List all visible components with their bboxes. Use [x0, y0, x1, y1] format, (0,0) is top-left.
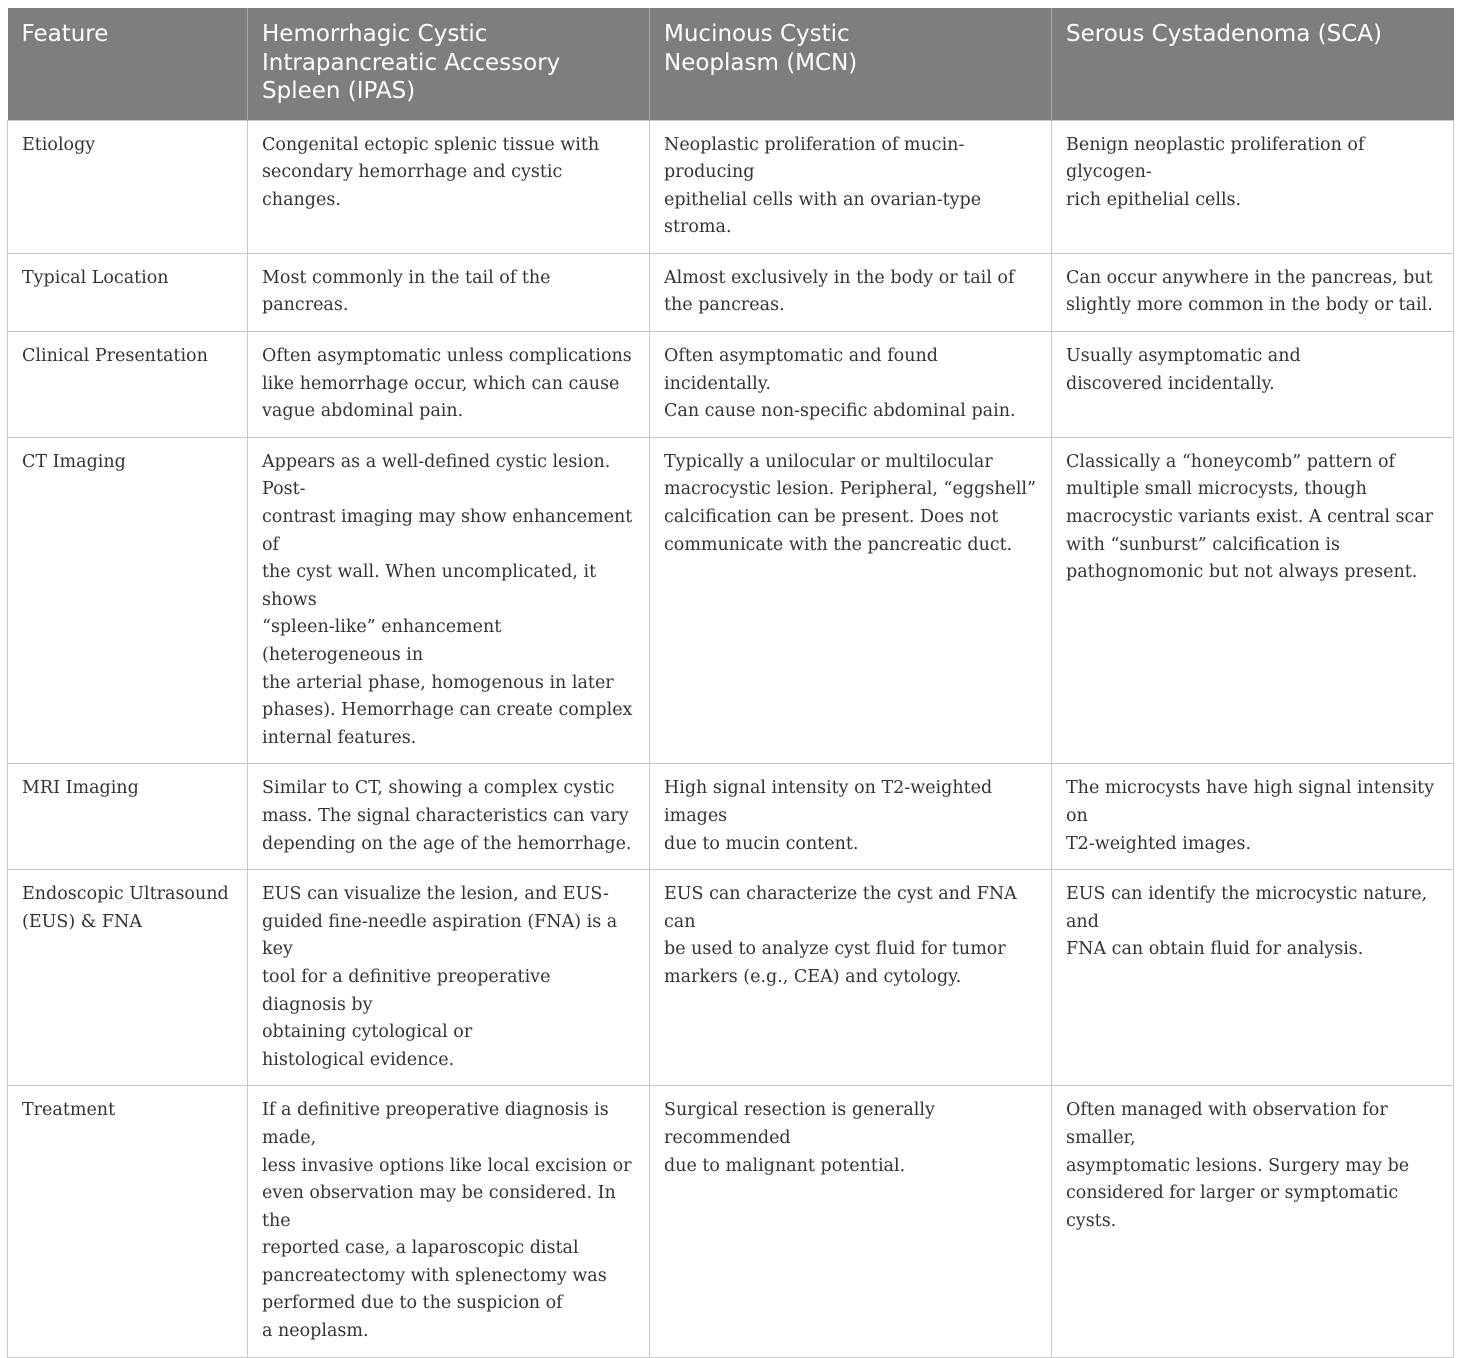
mcn-cell: [650, 437, 1052, 764]
feature-cell: [8, 1086, 248, 1357]
comparison-table: [7, 8, 1454, 1358]
table-row-clinical-presentation: [8, 332, 1454, 438]
sca-cell: [1052, 120, 1454, 253]
sca-cell: [1052, 437, 1454, 764]
table-header: [8, 8, 1454, 120]
feature-cell: [8, 870, 248, 1086]
feature-cell: [8, 437, 248, 764]
mcn-cell: [650, 764, 1052, 870]
sca-cell: [1052, 1086, 1454, 1357]
header-label: Hemorrhagic Cystic Intrapancreatic Accessory Spleen (IPAS): [262, 21, 561, 104]
cell-text: Similar to CT, showing a complex cystic mass. The signal characteristics can vary depending on the age of the hemorrhage.: [262, 778, 632, 854]
cell-text: Usually asymptomatic and discovered incidentally.: [1066, 346, 1301, 394]
comparison-table-container: [7, 8, 1453, 1358]
table-row-ct-imaging: [8, 437, 1454, 764]
cell-text: EUS can identify the microcystic nature, and FNA can obtain fluid for analysis.: [1066, 884, 1428, 960]
cell-text: Most commonly in the tail of the pancreas.: [262, 267, 551, 316]
header-row: [8, 8, 1454, 120]
cell-text: Etiology: [22, 134, 96, 155]
table-row-mri-imaging: [8, 764, 1454, 870]
mcn-cell: [650, 332, 1052, 438]
cell-text: Neoplastic proliferation of mucin-producing epithelial cells with an ovarian-type stroma.: [664, 134, 982, 238]
header-mcn: [650, 8, 1052, 120]
feature-cell: [8, 253, 248, 331]
cell-text: If a definitive preoperative diagnosis is made, less invasive options like local excision or even observation may be considered. In the reported case, a laparoscopic distal pancreatectomy with splenectomy was performed due to the suspicion of a neoplasm.: [262, 1100, 632, 1342]
cell-text: Often asymptomatic and found incidentally. Can cause non-specific abdominal pain.: [664, 346, 1016, 422]
header-feature: [8, 8, 248, 120]
cell-text: Can occur anywhere in the pancreas, but slightly more common in the body or tail.: [1066, 267, 1433, 316]
ipas-cell: [248, 764, 650, 870]
ipas-cell: [248, 870, 650, 1086]
cell-text: Often managed with observation for smaller, asymptomatic lesions. Surgery may be considered for larger or symptomatic cysts.: [1066, 1100, 1410, 1231]
header-ipas: [248, 8, 650, 120]
table-row-eus-fna: [8, 870, 1454, 1086]
cell-text: EUS can visualize the lesion, and EUS- guided fine-needle aspiration (FNA) is a key tool for a definitive preoperative diagnosis by obtaining cytological or histological evidence.: [262, 884, 618, 1070]
sca-cell: [1052, 332, 1454, 438]
cell-text: Endoscopic Ultrasound (EUS) & FNA: [22, 884, 229, 932]
header-label: Feature: [21, 21, 109, 47]
cell-text: Almost exclusively in the body or tail of the pancreas.: [664, 267, 1015, 316]
feature-cell: [8, 332, 248, 438]
table-row-typical-location: [8, 253, 1454, 331]
ipas-cell: [248, 120, 650, 253]
cell-text: Classically a “honeycomb” pattern of multiple small microcysts, though macrocystic variants exist. A central scar with “sunburst” calcification is pathognomonic but not always present.: [1066, 451, 1434, 583]
mcn-cell: [650, 1086, 1052, 1357]
feature-cell: [8, 120, 248, 253]
ipas-cell: [248, 1086, 650, 1357]
feature-cell: [8, 764, 248, 870]
cell-text: Benign neoplastic proliferation of glycogen- rich epithelial cells.: [1066, 134, 1365, 210]
ipas-cell: [248, 437, 650, 764]
cell-text: Often asymptomatic unless complications like hemorrhage occur, which can cause vague abdominal pain.: [262, 346, 632, 422]
cell-text: Treatment: [22, 1100, 116, 1121]
cell-text: EUS can characterize the cyst and FNA can be used to analyze cyst fluid for tumor markers (e.g., CEA) and cytology.: [664, 884, 1017, 987]
ipas-cell: [248, 332, 650, 438]
cell-text: Appears as a well-defined cystic lesion. Post- contrast imaging may show enhancement of the cyst wall. When uncomplicated, it shows “spleen-like” enhancement (heterogeneous in the arterial phase, homogenous in later phases). Hemorrhage can create complex internal features.: [262, 451, 633, 748]
mcn-cell: [650, 870, 1052, 1086]
mcn-cell: [650, 253, 1052, 331]
cell-text: The microcysts have high signal intensity on T2-weighted images.: [1066, 778, 1435, 854]
sca-cell: [1052, 764, 1454, 870]
cell-text: Surgical resection is generally recommended due to malignant potential.: [664, 1100, 935, 1176]
cell-text: Congenital ectopic splenic tissue with secondary hemorrhage and cystic changes.: [262, 134, 600, 210]
sca-cell: [1052, 253, 1454, 331]
table-body: [8, 120, 1454, 1357]
header-sca: [1052, 8, 1454, 120]
table-row-etiology: [8, 120, 1454, 253]
header-label: Mucinous Cystic Neoplasm (MCN): [664, 21, 858, 76]
table-row-treatment: [8, 1086, 1454, 1357]
sca-cell: [1052, 870, 1454, 1086]
header-label: Serous Cystadenoma (SCA): [1066, 21, 1382, 47]
cell-text: Typically a unilocular or multilocular macrocystic lesion. Peripheral, “eggshell” calcification can be present. Does not communicate with the pancreatic duct.: [664, 451, 1036, 555]
ipas-cell: [248, 253, 650, 331]
cell-text: CT Imaging: [22, 451, 126, 472]
cell-text: High signal intensity on T2-weighted images due to mucin content.: [664, 778, 993, 854]
cell-text: MRI Imaging: [22, 778, 139, 799]
cell-text: Clinical Presentation: [22, 346, 208, 367]
mcn-cell: [650, 120, 1052, 253]
cell-text: Typical Location: [22, 267, 169, 288]
